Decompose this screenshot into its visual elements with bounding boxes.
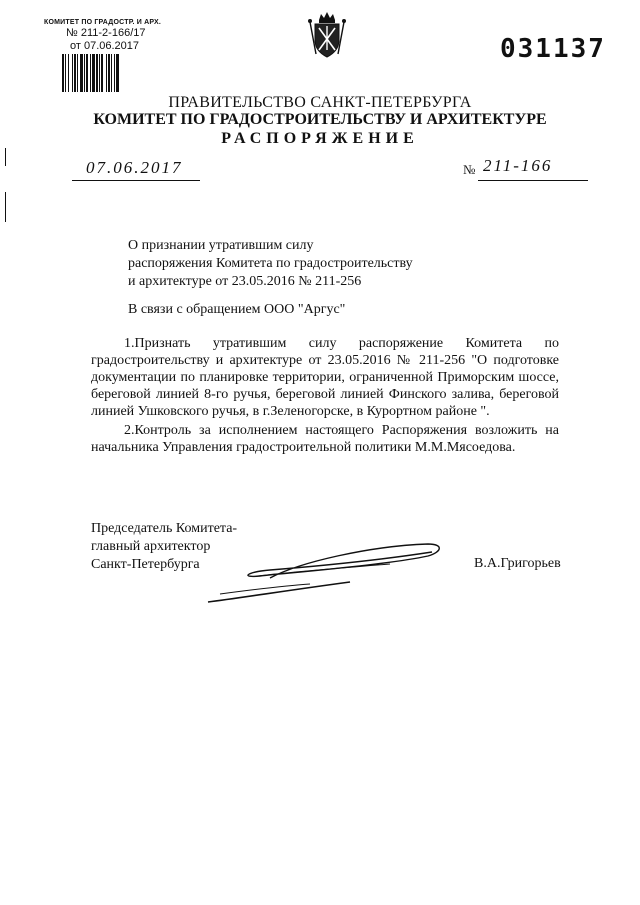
order-body [91,335,559,458]
stamp-reg-number: № 211-2-166/17 [66,27,146,39]
date-underline [72,180,200,181]
reason-text: В связи с обращением ООО "Аргус" [128,302,346,317]
signer-name: В.А.Григорьев [474,556,561,571]
government-title: ПРАВИТЕЛЬСТВО САНКТ-ПЕТЕРБУРГА [168,94,472,111]
stamp-reg-date: от 07.06.2017 [70,40,140,52]
order-number: 211-166 [483,156,553,175]
signer-position-line: главный архитектор [91,539,211,554]
signer-position-line: Председатель Комитета- [91,521,238,536]
subject-line: распоряжения Комитета по градостроительству [128,256,413,271]
subject-line: и архитектуре от 23.05.2016 № 211-256 [128,274,362,289]
subject-block [128,237,458,291]
committee-title: КОМИТЕТ ПО ГРАДОСТРОИТЕЛЬСТВУ И АРХИТЕКТУРЕ [93,111,547,128]
subject-line: О признании утратившим силу [128,238,314,253]
margin-mark [5,192,6,222]
order-date: 07.06.2017 [86,158,183,177]
order-paragraph: 1.Признать утратившим силу распоряжение Комитета по градостроительству и архитектуре от 23.05.2016 № 211-256 "О подготовке документации по планировке территории, ограниченной Приморским шоссе, береговой линией 8-го ручья, береговой линией Финского залива, береговой линией Ушковского ручья, в г.Зеленогорске, в Курортном районе ". [91,336,559,419]
document-number: 031137 [500,34,606,64]
handwritten-signature [200,532,450,608]
saint-petersburg-coat-of-arms-icon [306,10,348,60]
order-paragraph: 2.Контроль за исполнением настоящего Распоряжения возложить на начальника Управления градостроительной политики М.М.Мясоедова. [91,423,559,455]
order-number-sign: № [463,162,476,177]
document-type-title: РАСПОРЯЖЕНИЕ [221,130,419,147]
barcode-icon [62,54,150,92]
stamp-committee-line: КОМИТЕТ ПО ГРАДОСТР. И АРХ. [44,19,162,26]
signer-position-line: Санкт-Петербурга [91,557,200,572]
number-underline [478,180,588,181]
margin-mark [5,148,6,166]
